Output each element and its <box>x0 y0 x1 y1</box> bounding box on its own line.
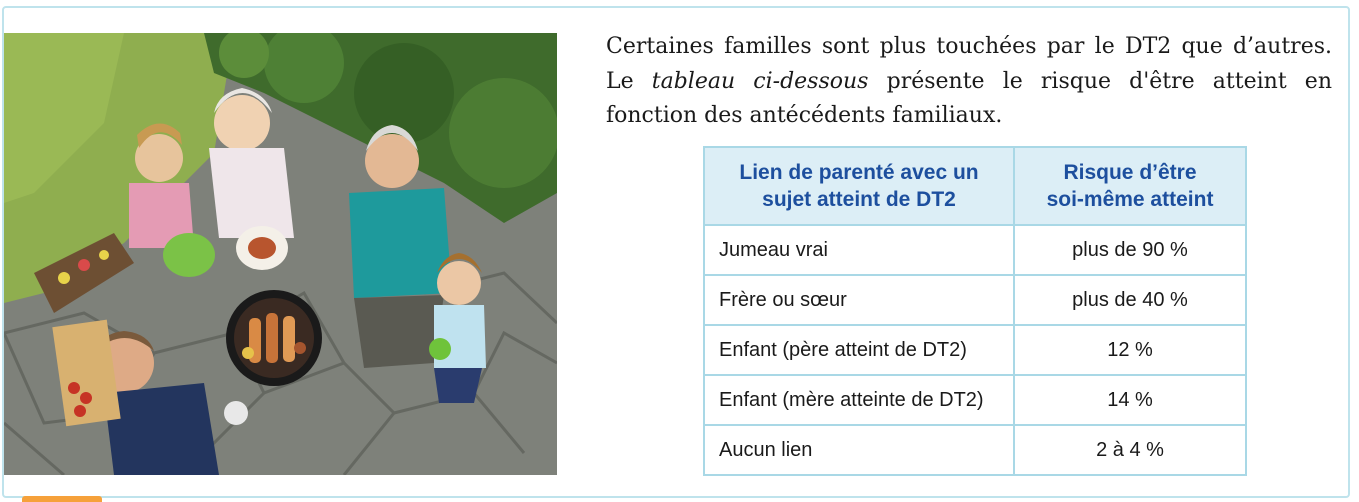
family-risk-table <box>703 146 1247 476</box>
table-row <box>704 225 1246 275</box>
header-risk: Risque d’être soi-même atteint <box>1014 147 1246 225</box>
relation-cell: Aucun lien <box>704 425 1014 475</box>
table-row <box>704 375 1246 425</box>
intro-paragraph: Certaines familles sont plus touchées par le DT2 que d’autres. Le tableau ci-dessous présente le risque d'être atteint en fonction des antécédents familiaux. <box>606 34 1332 128</box>
risk-cell: 2 à 4 % <box>1014 425 1246 475</box>
relation-cell: Enfant (mère atteinte de DT2) <box>704 375 1014 425</box>
table-row <box>704 425 1246 475</box>
relation-cell: Frère ou sœur <box>704 275 1014 325</box>
risk-cell: plus de 40 % <box>1014 275 1246 325</box>
relation-cell: Enfant (père atteint de DT2) <box>704 325 1014 375</box>
family-barbecue-photo <box>4 33 557 475</box>
accent-tab <box>22 496 102 502</box>
risk-cell: 14 % <box>1014 375 1246 425</box>
risk-cell: 12 % <box>1014 325 1246 375</box>
table-row <box>704 325 1246 375</box>
table-header-row <box>704 147 1246 225</box>
header-relation: Lien de parenté avec un sujet atteint de DT2 <box>704 147 1014 225</box>
relation-cell: Jumeau vrai <box>704 225 1014 275</box>
table-row <box>704 275 1246 325</box>
risk-cell: plus de 90 % <box>1014 225 1246 275</box>
